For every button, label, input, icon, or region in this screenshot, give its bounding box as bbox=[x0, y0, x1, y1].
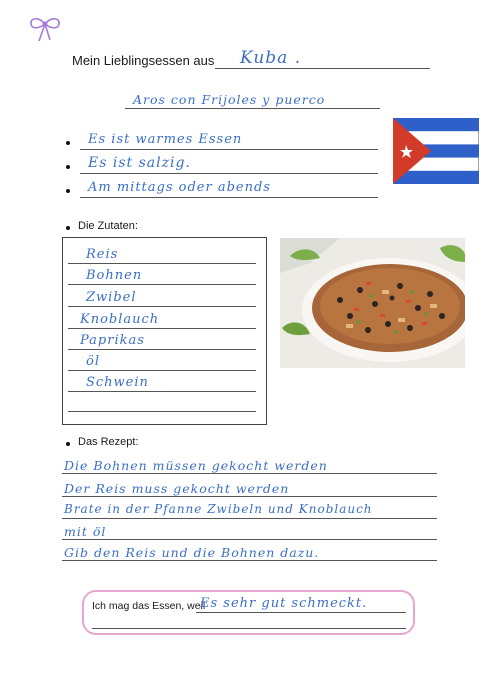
recipe-line bbox=[62, 496, 437, 497]
recipe-step: Brate in der Pfanne Zwibeln und Knoblauch bbox=[64, 502, 373, 516]
recipe-step: mit öl bbox=[64, 524, 107, 539]
ingredient-line bbox=[68, 306, 256, 307]
rice-beans-pork-photo bbox=[280, 238, 465, 368]
ingredient-item: Zwibel bbox=[86, 290, 137, 305]
closing-line bbox=[92, 628, 406, 629]
ingredient-line bbox=[68, 349, 256, 350]
fact-bullet bbox=[66, 189, 70, 193]
cuban-flag bbox=[393, 118, 479, 184]
ingredients-bullet bbox=[66, 226, 70, 230]
fact-line bbox=[80, 197, 378, 198]
fact-bullet bbox=[66, 165, 70, 169]
dish-name-line bbox=[125, 108, 380, 109]
recipe-step: Gib den Reis und die Bohnen dazu. bbox=[64, 545, 320, 560]
recipe-bullet bbox=[66, 442, 70, 446]
ingredient-line bbox=[68, 263, 256, 264]
ingredient-item: Schwein bbox=[86, 375, 149, 390]
ingredients-box bbox=[62, 237, 267, 425]
ribbon-bow-icon bbox=[28, 14, 62, 44]
recipe-step: Die Bohnen müssen gekocht werden bbox=[64, 458, 328, 473]
ingredients-heading: Die Zutaten: bbox=[78, 220, 138, 232]
dish-name: Aros con Frijoles y puerco bbox=[133, 92, 326, 107]
ingredient-item: Reis bbox=[86, 247, 119, 262]
recipe-line bbox=[62, 473, 437, 474]
fact-line bbox=[80, 173, 378, 174]
ingredient-line bbox=[68, 328, 256, 329]
recipe-line bbox=[62, 518, 437, 519]
ingredient-line bbox=[68, 284, 256, 285]
ingredient-line bbox=[68, 370, 256, 371]
fact-bullet bbox=[66, 141, 70, 145]
ingredient-line bbox=[68, 411, 256, 412]
ingredient-item: Bohnen bbox=[86, 268, 143, 283]
fact-item: Es ist salzig. bbox=[88, 155, 191, 171]
country-answer: Kuba . bbox=[240, 48, 302, 68]
recipe-step: Der Reis muss gekocht werden bbox=[64, 481, 290, 496]
closing-label: Ich mag das Essen, weil bbox=[92, 600, 206, 612]
closing-reason: Es sehr gut schmeckt. bbox=[200, 596, 368, 611]
closing-line bbox=[196, 612, 406, 613]
fact-line bbox=[80, 149, 378, 150]
recipe-line bbox=[62, 539, 437, 540]
ingredient-line bbox=[68, 391, 256, 392]
fact-item: Es ist warmes Essen bbox=[88, 132, 243, 147]
country-answer-line bbox=[215, 68, 430, 69]
ingredient-item: Paprikas bbox=[80, 333, 145, 348]
page-title-label: Mein Lieblingsessen aus bbox=[72, 53, 215, 68]
recipe-heading: Das Rezept: bbox=[78, 436, 139, 448]
recipe-line bbox=[62, 560, 437, 561]
ingredient-item: Knoblauch bbox=[80, 312, 160, 327]
fact-item: Am mittags oder abends bbox=[88, 180, 271, 195]
ingredient-item: öl bbox=[86, 354, 100, 369]
